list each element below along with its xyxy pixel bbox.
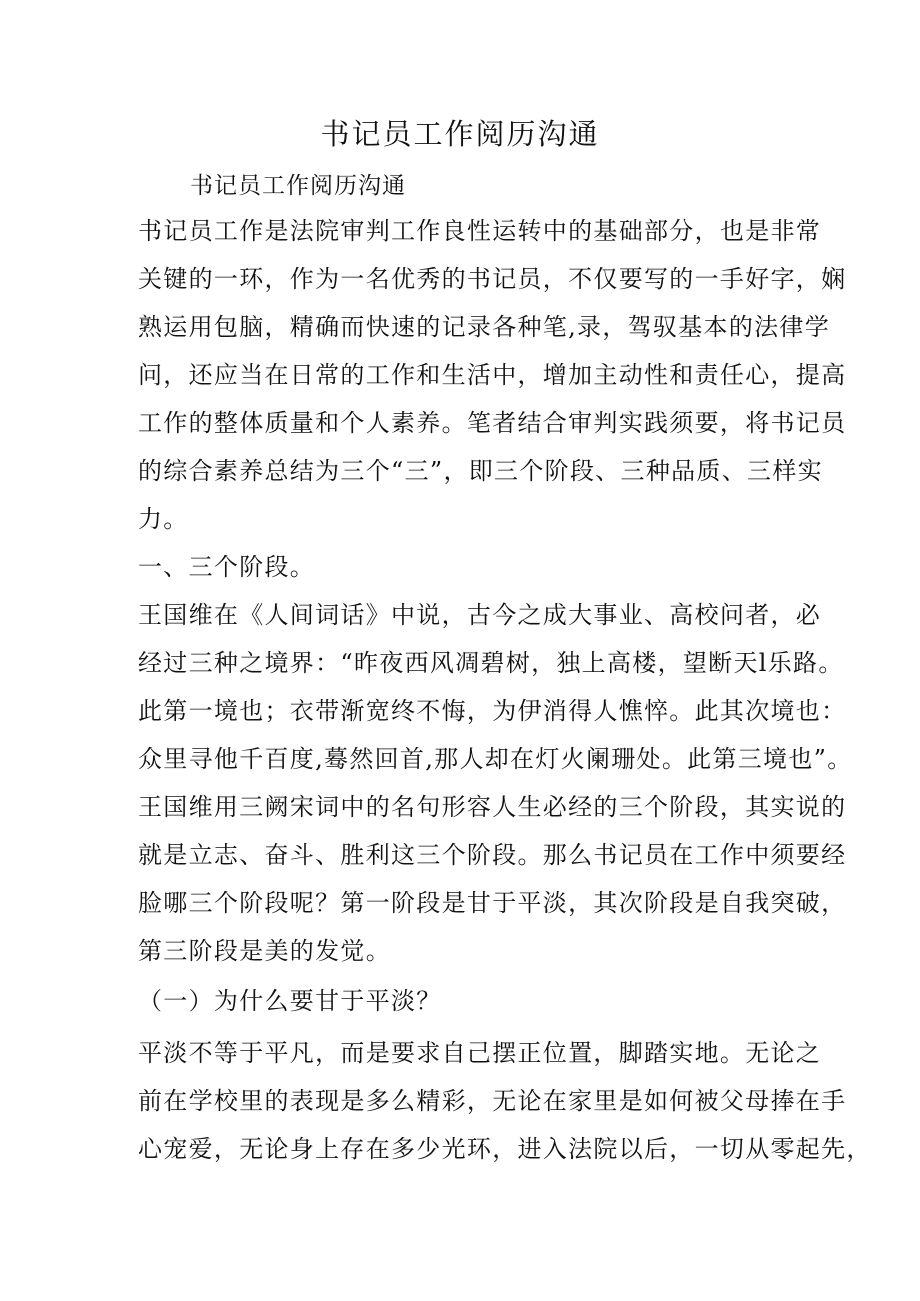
body-line: 众里寻他千百度,蓦然回首,那人却在灯火阑珊处。此第三境也”。 xyxy=(138,745,853,773)
body-line: 脸哪三个阶段呢？第一阶段是甘于平淡，其次阶段是自我突破， xyxy=(138,889,847,917)
body-line: 王国维用三阙宋词中的名句形容人生必经的三个阶段，其实说的 xyxy=(138,793,847,821)
body-line: 熟运用包脑，精确而快速的记录各种笔,录，驾驭基本的法律学 xyxy=(138,313,831,341)
subsection-heading: （一）为什么要甘于平淡？ xyxy=(138,987,442,1015)
body-line: 平淡不等于平凡，而是要求自己摆正位置，脚踏实地。无论之 xyxy=(138,1039,822,1067)
body-line: 书记员工作是法院审判工作良性运转中的基础部分，也是非常 xyxy=(138,217,822,245)
body-line: 力。 xyxy=(138,505,189,533)
body-line: 就是立志、奋斗、胜利这三个阶段。那么书记员在工作中须要经 xyxy=(138,841,847,869)
body-line: 的综合素养总结为三个“三”，即三个阶段、三种品质、三样实 xyxy=(138,457,823,485)
body-line: 王国维在《人间词话》中说，古今之成大事业、高校问者，必 xyxy=(138,601,822,629)
document-title: 书记员工作阅历沟通 xyxy=(320,117,600,151)
body-line: 此第一境也；衣带渐宽终不悔，为伊消得人憔悴。此其次境也： xyxy=(138,697,847,725)
body-line: 工作的整体质量和个人素养。笔者结合审判实践须要，将书记员 xyxy=(138,409,847,437)
body-line: 问，还应当在日常的工作和生活中，增加主动性和责任心，提高 xyxy=(138,361,847,389)
body-line: 经过三种之境界：“昨夜西风凋碧树，独上高楼，望断天l乐路。 xyxy=(138,649,844,677)
body-line: 关键的一环，作为一名优秀的书记员，不仅要写的一手好字，娴 xyxy=(138,265,847,293)
document-subtitle: 书记员工作阅历沟通 xyxy=(190,173,406,199)
section-heading: 一、三个阶段。 xyxy=(138,553,316,581)
body-line: 前在学校里的表现是多么精彩，无论在家里是如何被父母捧在手 xyxy=(138,1087,847,1115)
body-line: 心宠爱，无论身上存在多少光环，进入法院以后，一切从零起先， xyxy=(138,1135,872,1163)
body-line: 第三阶段是美的发觉。 xyxy=(138,937,391,965)
